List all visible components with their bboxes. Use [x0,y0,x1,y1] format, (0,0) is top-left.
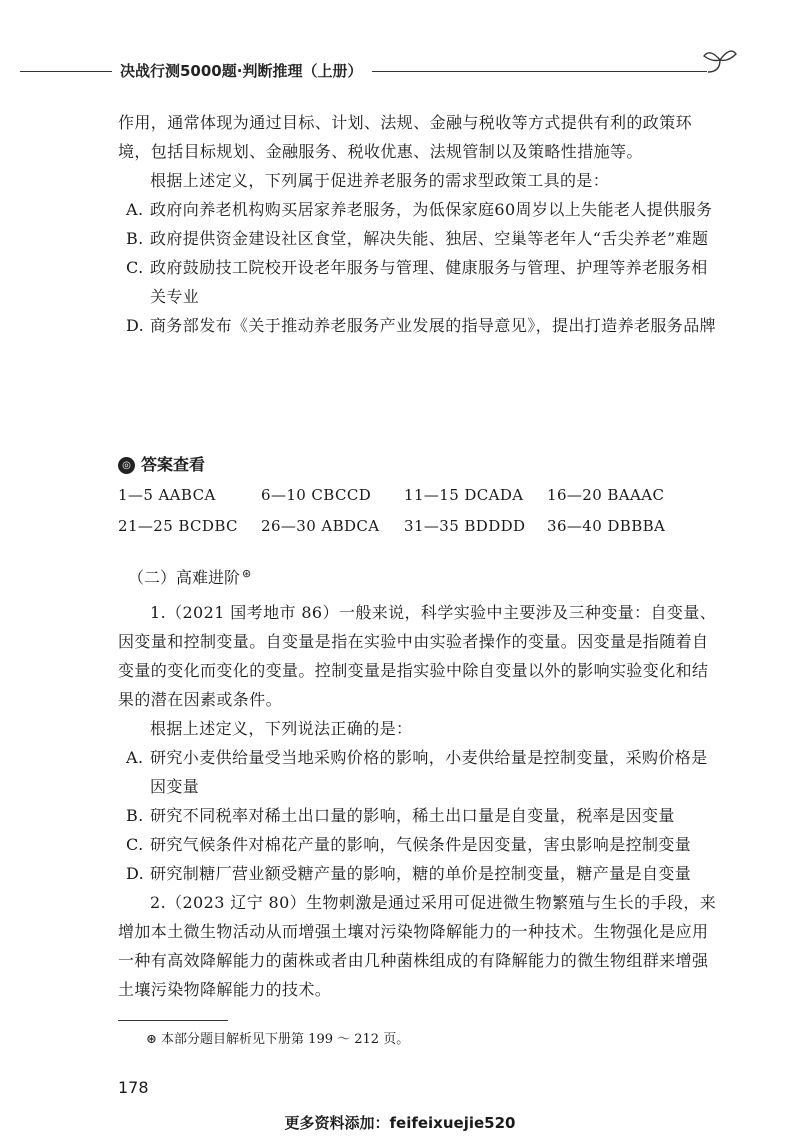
answer-icon: ◎ [118,457,135,474]
header-rule-right [372,71,707,72]
option-text: 研究制糖厂营业额受糖产量的影响，糖的单价是控制变量，糖产量是自变量 [150,864,692,883]
option-text: 政府向养老机构购买居家养老服务，为低保家庭60周岁以上失能老人提供服务 [150,200,713,219]
option-letter: B. [126,229,144,248]
intro-question: 根据上述定义，下列属于促进养老服务的需求型政策工具的是： [150,171,610,190]
option-letter: B. [126,806,144,825]
option-letter: C. [126,835,144,854]
book-title: 决战行测5000题·判断推理（上册） [120,62,363,80]
option-text: 商务部发布《关于推动养老服务产业发展的指导意见》，提出打造养老服务品牌 [150,316,717,335]
option-text: 研究小麦供给量受当地采购价格的影响，小麦供给量是控制变量，采购价格是因变量 [150,748,708,796]
watermark-text: 更多资料添加：feifeixuejie520 [284,1114,516,1132]
footnote-mark-icon: ⊛ [146,1032,157,1047]
section-title: （二）高难进阶 [128,568,241,587]
option-text: 政府提供资金建设社区食堂，解决失能、独居、空巢等老年人“舌尖养老”难题 [150,229,709,248]
answer-grid [118,486,718,548]
answer-cell: 36—40 DBBBA [547,517,666,535]
q1-option-a [118,743,718,801]
section-mark-icon: ⊛ [242,566,252,580]
option-letter: D. [126,864,145,883]
answer-cell: 11—15 DCADA [404,486,524,504]
answers-heading-text: 答案查看 [141,455,206,474]
q2-stem: 2.（2023 辽宁 80）生物刺激是通过采用可促进微生物繁殖与生长的手段，来增加本土微生物活动从而增强土壤对污染物降解能力的一种技术。生物强化是应用一种有高效降解能力的菌株或者由几种菌株组成的有降解能力的微生物组群来增强土壤污染物降解能力的技术。 [118,893,717,999]
option-text: 研究气候条件对棉花产量的影响，气候条件是因变量，害虫影响是控制变量 [150,835,692,854]
intro-option-d [118,311,718,340]
footnote-rule [118,1020,228,1021]
section-heading [128,565,251,588]
q1-question: 根据上述定义，下列说法正确的是： [150,719,413,738]
intro-block [118,108,718,340]
running-header [20,58,720,84]
answer-row [118,486,718,517]
answer-cell: 26—30 ABDCA [261,517,380,535]
q1-option-d [118,859,718,888]
intro-option-a [118,195,718,224]
answer-cell: 31—35 BDDDD [404,517,526,535]
option-text: 研究不同税率对稀土出口量的影响，稀土出口量是自变量，税率是因变量 [150,806,675,825]
footnote-text: 本部分题目解析见下册第 199 ～ 212 页。 [161,1032,410,1047]
q1-stem: 1.（2021 国考地市 86）一般来说，科学实验中主要涉及三种变量：自变量、因变量和控制变量。自变量是指在实验中由实验者操作的变量。因变量是指随着自变量的变化而变化的变量。控制变量是指实验中除自变量以外的影响实验变化和结果的潜在因素或条件。 [118,603,717,709]
question-1 [118,598,718,1004]
answer-cell: 21—25 BCDBC [118,517,238,535]
page-number: 178 [118,1078,149,1097]
answer-cell: 1—5 AABCA [118,486,216,504]
q1-option-b [118,801,718,830]
answers-heading [118,452,205,476]
header-rule-left [20,71,112,72]
q1-option-c [118,830,718,859]
footnote [146,1028,409,1047]
intro-option-b [118,224,718,253]
answer-cell: 6—10 CBCCD [261,486,372,504]
sprout-icon [700,42,740,82]
option-letter: A. [126,748,144,767]
answer-cell: 16—20 BAAAC [547,486,665,504]
intro-paragraph: 作用，通常体现为通过目标、计划、法规、金融与税收等方式提供有利的政策环境，包括目标规划、金融服务、税收优惠、法规管制以及策略性措施等。 [118,113,693,161]
option-letter: D. [126,316,145,335]
intro-option-c [118,253,718,311]
option-text: 政府鼓励技工院校开设老年服务与管理、健康服务与管理、护理等养老服务相关专业 [150,258,708,306]
answer-row [118,517,718,548]
option-letter: C. [126,258,144,277]
option-letter: A. [126,200,144,219]
